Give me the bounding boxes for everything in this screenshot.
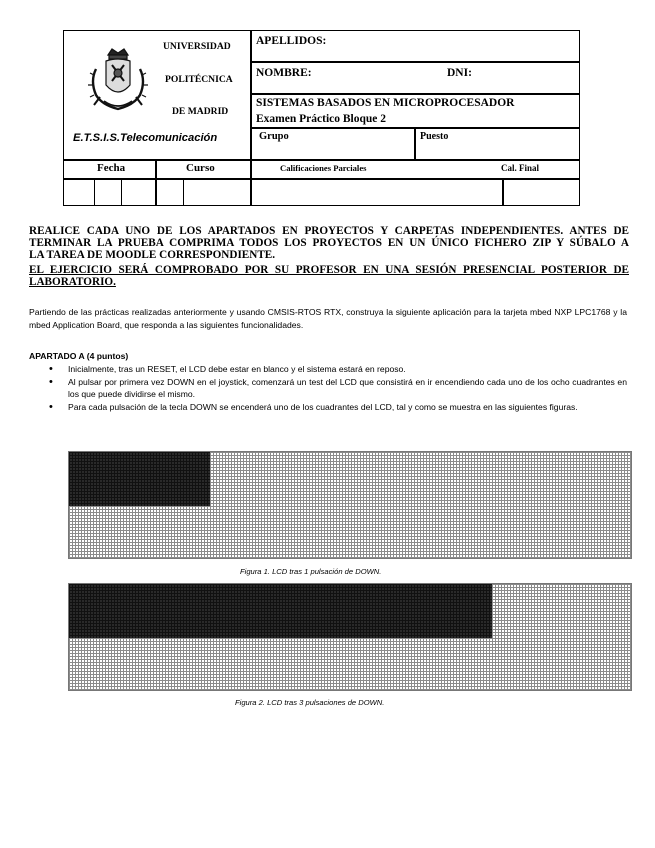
- instruction-line-2: TERMINAR LA PRUEBA COMPRIMA TODOS LOS PROYECTOS EN UN ÚNICO FICHERO ZIP Y SÚBALO A: [29, 237, 629, 249]
- university-line-3: DE MADRID: [172, 106, 229, 117]
- lcd-lit-region: [69, 452, 210, 506]
- nombre-label: NOMBRE:: [256, 67, 312, 79]
- exam-header: [63, 30, 580, 206]
- section-a-bullets: [49, 363, 627, 413]
- cal-final-label: Cal. Final: [501, 163, 540, 173]
- dni-label: DNI:: [447, 67, 472, 79]
- list-item: • Al pulsar por primera vez DOWN en el joystick, comenzará un test del LCD que consistirá en ir encendiendo cada uno de los ocho cuadrantes en los que puede dividirse el mismo.: [49, 376, 627, 401]
- lcd-lit-region: [69, 584, 492, 638]
- list-item: • Inicialmente, tras un RESET, el LCD debe estar en blanco y el sistema estará en reposo.: [49, 363, 627, 376]
- instruction-line-5: LABORATORIO.: [29, 276, 116, 288]
- grupo-label: Grupo: [259, 131, 289, 142]
- calificaciones-label: Calificaciones Parciales: [280, 163, 367, 173]
- university-line-1: UNIVERSIDAD: [163, 41, 231, 52]
- instruction-line-4: EL EJERCICIO SERÁ COMPROBADO POR SU PROFESOR EN UNA SESIÓN PRESENCIAL POSTERIOR DE: [29, 264, 629, 276]
- exam-title: Examen Práctico Bloque 2: [256, 113, 386, 125]
- puesto-label: Puesto: [420, 131, 449, 142]
- lcd-figure-1: [68, 451, 632, 559]
- lcd-figure-2: [68, 583, 632, 691]
- instruction-line-3: LA TAREA DE MOODLE CORRESPONDIENTE.: [29, 249, 276, 261]
- fecha-label: Fecha: [97, 162, 126, 174]
- intro-paragraph: Partiendo de las prácticas realizadas anteriormente y usando CMSIS-RTOS RTX, construya la siguiente aplicación para la tarjeta mbed NXP LPC1768 y la mbed Application Board, que responda a las siguientes funcionalidades.: [29, 307, 627, 330]
- apellidos-label: APELLIDOS:: [256, 35, 327, 47]
- school-name: E.T.S.I.S.Telecomunicación: [73, 132, 218, 144]
- university-crest-icon: [86, 45, 150, 115]
- list-item: • Para cada pulsación de la tecla DOWN se encenderá uno de los cuadrantes del LCD, tal y como se muestra en las siguientes figuras.: [49, 401, 627, 414]
- instruction-line-1: REALICE CADA UNO DE LOS APARTADOS EN PROYECTOS Y CARPETAS INDEPENDIENTES. ANTES DE: [29, 225, 629, 237]
- university-line-2: POLITÉCNICA: [165, 74, 233, 85]
- curso-label: Curso: [186, 162, 215, 174]
- section-a-title: APARTADO A (4 puntos): [29, 351, 129, 361]
- subject-title: SISTEMAS BASADOS EN MICROPROCESADOR: [256, 97, 515, 109]
- figure-1-caption: Figura 1. LCD tras 1 pulsación de DOWN.: [240, 567, 382, 576]
- figure-2-caption: Figura 2. LCD tras 3 pulsaciones de DOWN.: [235, 698, 385, 707]
